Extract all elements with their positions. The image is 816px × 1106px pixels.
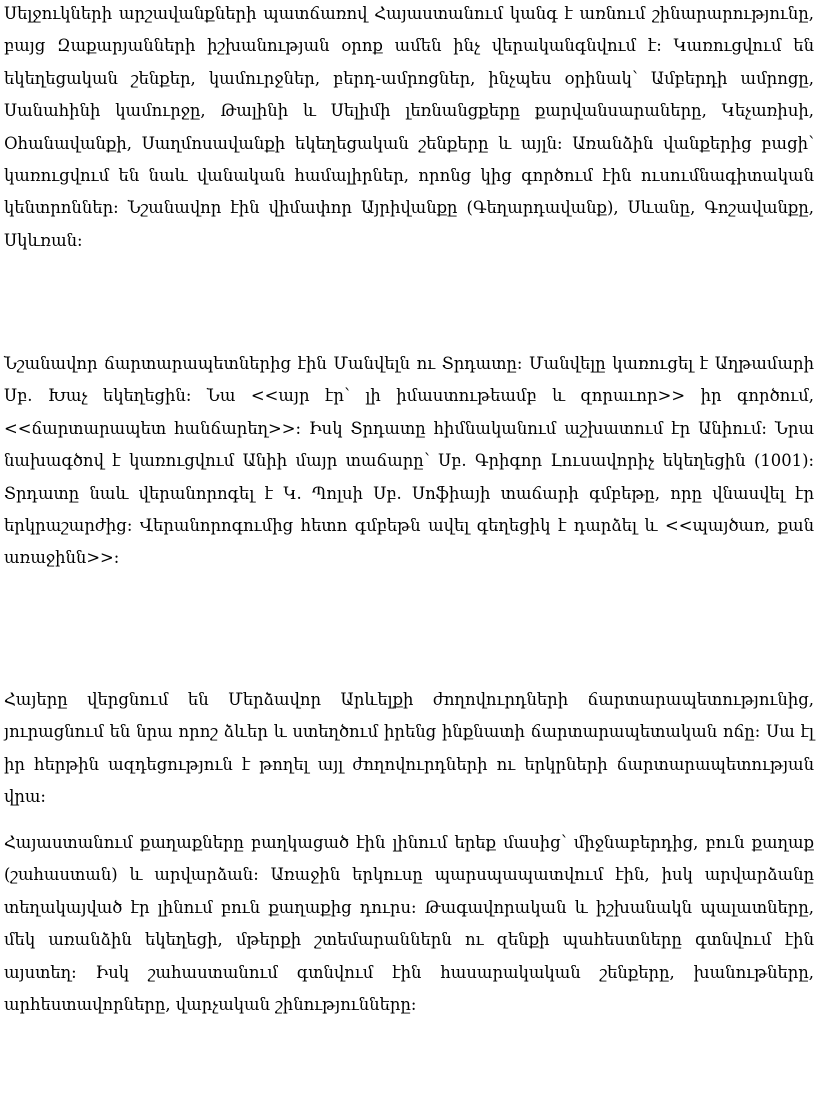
paragraph-architectural-style: Հայերը վերցնում են Մերձավոր Արևելքի ժողովուրդների ճարտարապետությունից, յուրացնում են նրա որոշ ձևեր և ստեղծում իրենց ինքնատի ճարտարապետական ոճը: Սա էլ իր հերթին ազդեցություն է թողել այլ ժողովուրդների ու երկրների ճարտարապետության վրա:: [4, 690, 814, 807]
paragraph-seljuk-construction: Սելջուկների արշավանքների պատճառով Հայաստանում կանգ է առնում շինարարությունը, բայց Զաքարյանների իշխանության օրոք ամեն ինչ վերականգնվում է: Կառուցվում են եկեղեցական շենքեր, կամուրջներ, բերդ-ամրոցներ, ինչպես օրինակ՝ Ամբերդի ամրոցը, Սանաhինի կամուրջը, Թալինի և Սելիմի լեռնանցքերը քարվանսարաները, Կեչառիսի, Օհանավանքի, Սաղմոսավանքի եկեղեցական շենքերը և այլն: Առանձին վանքերից բացի՝ կառուցվում են նաև վանական համալիրներ, որոնց կից գործում էին ուսումնագիտական կենտրոններ: Նշանավոր էին վիմափոր Այրիվանքը (Գեղարդավանք), Սևանը, Գոշավանքը, Սկևռան:: [4, 4, 814, 250]
paragraph-architects: Նշանավոր ճարտարապետներից էին Մանվելն ու Տրդատը: Մանվելը կառուցել է Աղթամարի Սբ. Խաչ եկեղեցին: Նա <<այր էր՝ լի իմաստութեամբ և զորաւոր>> իր գործում, <<ճարտարապետ հանճարեղ>>: Իսկ Տրդատը հիմնականում աշխատում էր Անիում: Նրա նախագծով է կառուցվում Անիի մայր տաճարը՝ Սբ. Գրիգոր Լուսավորիչ եկեղեցին (1001): Տրդատը նաև վերանորոգել է Կ. Պոլսի Սբ. Սոֆիայի տաճարի գմբեթը, որը վնասվել էր երկրաշարժից: Վերանորոգումից հետո գմբեթն ավել գեղեցիկ է դարձել և <<պայծառ, քան առաջինն>>:: [4, 354, 814, 568]
paragraph-cities: Հայաստանում քաղաքները բաղկացած էին լինում երեք մասից՝ միջնաբերդից, բուն քաղաք (շահաստան) և արվարձան: Առաջին երկուսը պարսպապատվում էին, իսկ արվարձանը տեղակայված էր լինում բուն քաղաքից դուրս: Թագավորական և իշխանակն պալատները, մեկ առանձին եկեղեցի, մթերքի շտեմարաններն ու զենքի պահեստները գտնվում էին այստեղ: Իսկ շահաստանում գտնվում էին հասարակական շենքերը, խանութները, արհեստավորները, վարչական շինությունները:: [4, 833, 814, 1015]
